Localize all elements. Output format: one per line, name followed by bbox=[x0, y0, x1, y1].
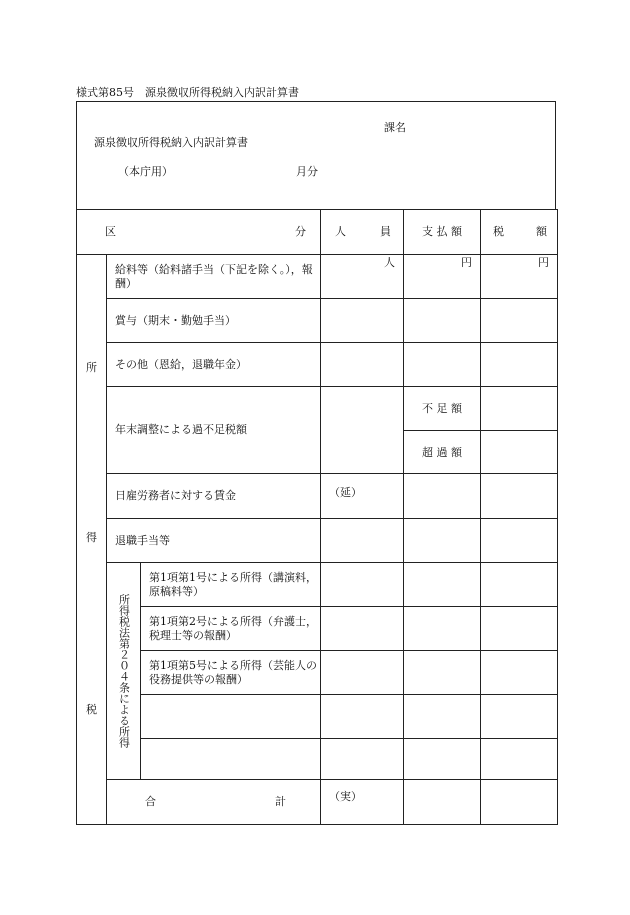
bonus-persons[interactable] bbox=[321, 299, 404, 343]
header-tax-left: 税 bbox=[493, 225, 505, 238]
row-art204-item-3 bbox=[77, 651, 558, 695]
day-laborer-label: 日雇労務者に対する賃金 bbox=[107, 474, 321, 519]
retirement-payment[interactable] bbox=[404, 519, 481, 563]
header-persons bbox=[321, 210, 404, 255]
art204-item-1-payment[interactable] bbox=[404, 563, 481, 607]
header-payment: 支 払 額 bbox=[404, 210, 481, 255]
art204-blank-2-persons[interactable] bbox=[321, 739, 404, 780]
row-year-end bbox=[77, 387, 558, 474]
art204-blank-1-label[interactable] bbox=[141, 695, 321, 739]
bonus-payment[interactable] bbox=[404, 299, 481, 343]
header-persons-left: 人 bbox=[335, 225, 347, 238]
art204-item-1-label: 第1項第1号による所得（講演料，原稿料等） bbox=[141, 563, 321, 607]
header-category-left: 区 bbox=[105, 225, 116, 238]
breakdown-table bbox=[76, 209, 558, 825]
year-end-split bbox=[404, 387, 481, 474]
art204-item-2-tax[interactable] bbox=[481, 607, 558, 651]
other-payment[interactable] bbox=[404, 343, 481, 387]
day-laborer-tax[interactable] bbox=[481, 474, 558, 519]
row-day-laborer bbox=[77, 474, 558, 519]
total-label-left: 合 bbox=[145, 795, 156, 808]
day-laborer-mark: （延） bbox=[321, 474, 404, 519]
year-end-label: 年末調整による過不足税額 bbox=[107, 387, 321, 474]
row-bonus bbox=[77, 299, 558, 343]
art204-item-3-label: 第1項第5号による所得（芸能人の役務提供等の報酬） bbox=[141, 651, 321, 695]
other-label: その他（恩給，退職年金） bbox=[107, 343, 321, 387]
art204-item-2-persons[interactable] bbox=[321, 607, 404, 651]
payment-unit: 円 bbox=[404, 255, 481, 299]
group-char-3: 税 bbox=[86, 703, 97, 716]
row-art204-blank-2 bbox=[77, 739, 558, 780]
form-header-box bbox=[76, 101, 556, 209]
art204-item-1-persons[interactable] bbox=[321, 563, 404, 607]
row-other bbox=[77, 343, 558, 387]
header-tax-right: 額 bbox=[536, 225, 548, 238]
art204-blank-2-label[interactable] bbox=[141, 739, 321, 780]
art204-blank-2-tax[interactable] bbox=[481, 739, 558, 780]
art204-label: 所得税法第２０４条による所得 bbox=[117, 594, 131, 748]
art204-item-2-payment[interactable] bbox=[404, 607, 481, 651]
office-label: （本庁用） bbox=[118, 165, 173, 178]
art204-blank-1-payment[interactable] bbox=[404, 695, 481, 739]
form-caption: 様式第85号 源泉徴収所得税納入内訳計算書 bbox=[76, 86, 299, 99]
total-label-right: 計 bbox=[275, 795, 287, 808]
form-title: 源泉徴収所得税納入内訳計算書 bbox=[94, 136, 248, 149]
header-tax bbox=[481, 210, 558, 255]
header-persons-right: 員 bbox=[380, 225, 392, 238]
total-mark: （実） bbox=[321, 780, 404, 825]
group-char-2: 得 bbox=[86, 531, 97, 544]
header-category-right: 分 bbox=[295, 225, 307, 238]
total-payment[interactable] bbox=[404, 780, 481, 825]
total-label bbox=[107, 780, 321, 825]
tax-unit: 円 bbox=[481, 255, 558, 299]
header-row bbox=[77, 210, 558, 255]
total-tax[interactable] bbox=[481, 780, 558, 825]
row-total bbox=[77, 780, 558, 825]
excess-label: 超 過 額 bbox=[404, 430, 480, 473]
retirement-label: 退職手当等 bbox=[107, 519, 321, 563]
year-end-persons[interactable] bbox=[321, 387, 404, 474]
year-end-tax bbox=[481, 387, 558, 474]
shortage-label: 不 足 額 bbox=[422, 402, 463, 415]
row-art204-item-1 bbox=[77, 563, 558, 607]
shortage-tax[interactable] bbox=[481, 387, 557, 430]
row-salary bbox=[77, 255, 558, 299]
row-art204-blank-1 bbox=[77, 695, 558, 739]
art204-item-1-tax[interactable] bbox=[481, 563, 558, 607]
day-laborer-payment[interactable] bbox=[404, 474, 481, 519]
bonus-tax[interactable] bbox=[481, 299, 558, 343]
salary-label: 給料等（給料諸手当（下記を除く。），報酬） bbox=[107, 255, 321, 299]
header-category bbox=[77, 210, 321, 255]
row-retirement bbox=[77, 519, 558, 563]
retirement-tax[interactable] bbox=[481, 519, 558, 563]
group-char-1: 所 bbox=[86, 361, 97, 374]
art204-item-3-payment[interactable] bbox=[404, 651, 481, 695]
art204-group bbox=[107, 563, 141, 780]
bonus-label: 賞与（期末・勤勉手当） bbox=[107, 299, 321, 343]
other-tax[interactable] bbox=[481, 343, 558, 387]
art204-item-3-tax[interactable] bbox=[481, 651, 558, 695]
art204-blank-1-tax[interactable] bbox=[481, 695, 558, 739]
month-label: 月分 bbox=[296, 165, 318, 178]
art204-blank-1-persons[interactable] bbox=[321, 695, 404, 739]
persons-unit: 人 bbox=[321, 255, 404, 299]
other-persons[interactable] bbox=[321, 343, 404, 387]
art204-blank-2-payment[interactable] bbox=[404, 739, 481, 780]
art204-item-2-label: 第1項第2号による所得（弁護士，税理士等の報酬） bbox=[141, 607, 321, 651]
art204-item-3-persons[interactable] bbox=[321, 651, 404, 695]
retirement-persons[interactable] bbox=[321, 519, 404, 563]
row-art204-item-2 bbox=[77, 607, 558, 651]
section-name-label: 課名 bbox=[384, 121, 406, 134]
income-tax-group bbox=[77, 255, 107, 825]
excess-tax[interactable] bbox=[481, 430, 557, 473]
